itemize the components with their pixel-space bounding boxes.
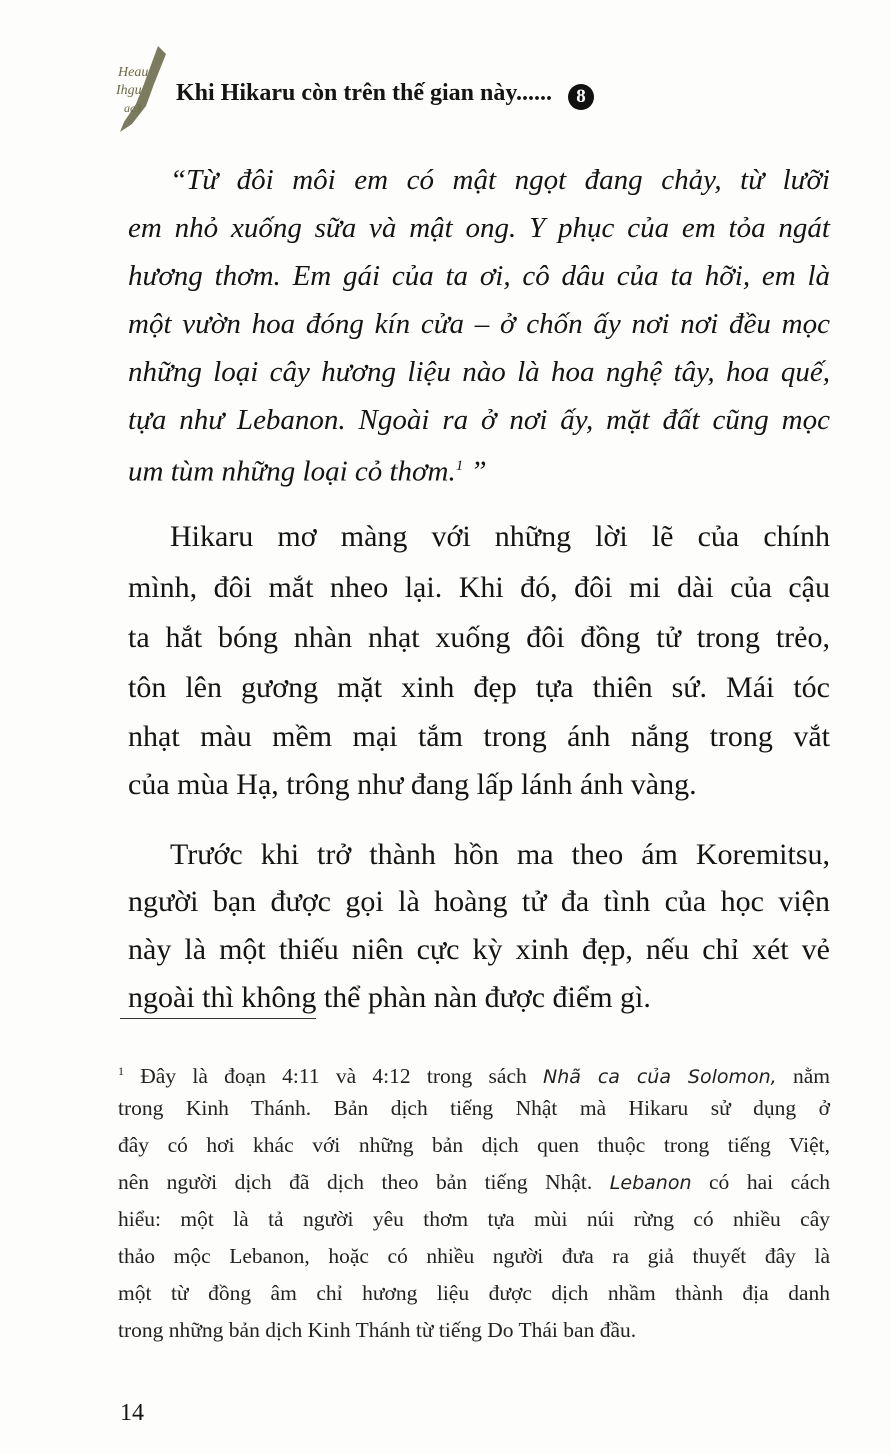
quote-line: những loại cây hương liệu nào là hoa nghệ tây, hoa quế, <box>128 356 830 388</box>
footnote-line: hiểu: một là tả người yêu thơm tựa mùi núi rừng có nhiều cây <box>118 1207 830 1231</box>
text-line: tôn lên gương mặt xinh đẹp tựa thiên sứ. Mái tóc <box>128 671 830 704</box>
volume-badge: 8 <box>568 84 594 110</box>
footnote-line: trong Kinh Thánh. Bản dịch tiếng Nhật mà Hikaru sử dụng ở <box>118 1096 830 1120</box>
footnote-text: nằm <box>776 1064 830 1089</box>
page-number: 14 <box>120 1400 144 1426</box>
text-line: mình, đôi mắt nheo lại. Khi đó, đôi mi dài của cậu <box>128 571 830 604</box>
quote-line <box>128 446 830 492</box>
text-line: nhạt màu mềm mại tắm trong ánh nắng trong vắt <box>128 720 830 753</box>
quote-line: một vườn hoa đóng kín cửa – ở chốn ấy nơi nơi đều mọc <box>128 308 830 340</box>
emphasis: Lebanon <box>609 1172 692 1194</box>
svg-text:Ihgu: Ihgu <box>116 83 142 98</box>
text-line: ngoài thì không thể phàn nàn được điểm gì. <box>128 981 651 1014</box>
footnote-mark: 1 <box>455 458 464 474</box>
text-line: người bạn được gọi là hoàng tử đa tình của học viện <box>128 885 830 918</box>
running-header-title: Khi Hikaru còn trên thế gian này...... <box>176 80 553 106</box>
footnote-text: Đây là đoạn 4:11 và 4:12 trong sách <box>124 1064 544 1089</box>
footnote-divider <box>120 1018 316 1019</box>
text-line: của mùa Hạ, trông như đang lấp lánh ánh vàng. <box>128 768 697 801</box>
text-line: này là một thiếu niên cực kỳ xinh đẹp, nếu chỉ xét vẻ <box>128 933 830 966</box>
svg-text:Heau: Heau <box>118 65 149 80</box>
footnote-line: một từ đồng âm chỉ hương liệu được dịch nhầm thành địa danh <box>118 1281 830 1305</box>
footnote-line: thảo mộc Lebanon, hoặc có nhiều người đưa ra giả thuyết đây là <box>118 1244 830 1268</box>
footnote-line: đây có hơi khác với những bản dịch quen thuộc trong tiếng Việt, <box>118 1133 830 1157</box>
text-line: Hikaru mơ màng với những lời lẽ của chính <box>170 520 830 553</box>
footnote-text: có hai cách <box>691 1170 830 1194</box>
quote-line: “Từ đôi môi em có mật ngọt đang chảy, từ lưỡi <box>170 164 830 196</box>
footnote-line <box>118 1167 830 1198</box>
svg-text:ac3: ac3 <box>124 101 142 115</box>
quote-text: um tùm những loại cỏ thơm. <box>128 455 456 488</box>
book-title: Nhã ca của Solomon, <box>543 1066 777 1089</box>
quote-close: ” <box>463 455 487 488</box>
footnote-number: 1 <box>118 1064 124 1078</box>
series-logo-icon <box>110 44 170 134</box>
quote-line: hương thơm. Em gái của ta ơi, cô dâu của ta hỡi, em là <box>128 260 830 292</box>
footnote-line: trong những bản dịch Kinh Thánh từ tiếng Do Thái ban đầu. <box>118 1318 637 1342</box>
text-line: Trước khi trở thành hồn ma theo ám Koremitsu, <box>170 838 830 871</box>
text-line: ta hắt bóng nhàn nhạt xuống đôi đồng tử trong trẻo, <box>128 621 830 654</box>
footnote-line <box>118 1056 830 1092</box>
quote-line: tựa như Lebanon. Ngoài ra ở nơi ấy, mặt đất cũng mọc <box>128 404 830 436</box>
quote-line: em nhỏ xuống sữa và mật ong. Y phục của em tỏa ngát <box>128 212 830 244</box>
footnote-text: nên người dịch đã dịch theo bản tiếng Nhật. <box>118 1170 610 1194</box>
